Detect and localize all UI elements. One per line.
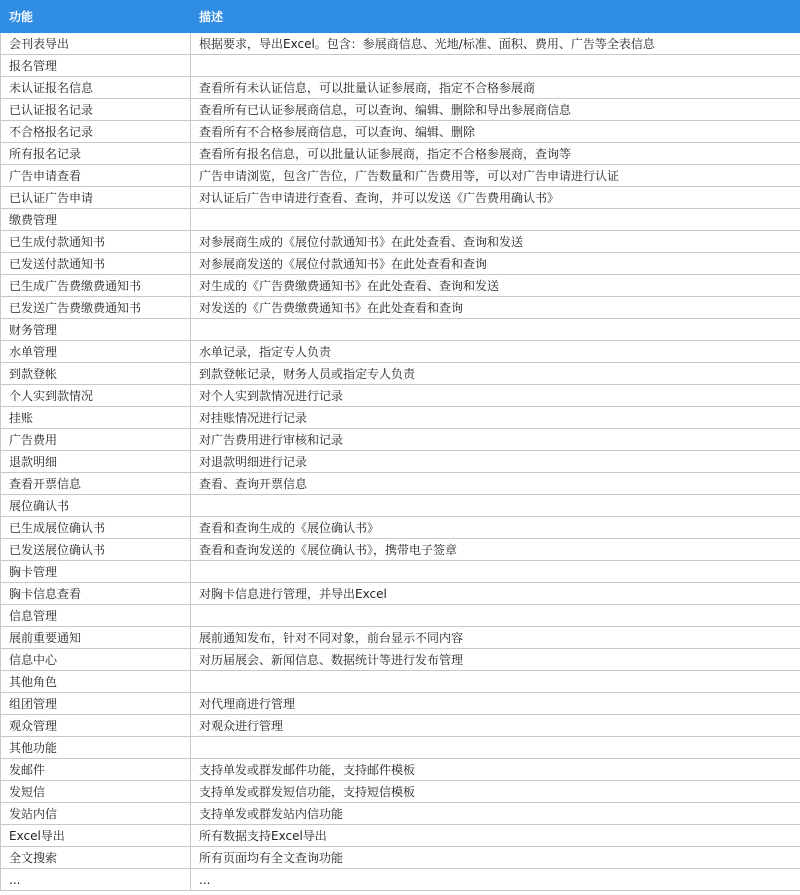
feature-cell: 已生成展位确认书 [1,517,191,539]
description-cell: 查看所有报名信息，可以批量认证参展商，指定不合格参展商，查询等 [191,143,800,165]
description-cell: 对观众进行管理 [191,715,800,737]
description-cell: 对参展商生成的《展位付款通知书》在此处查看、查询和发送 [191,231,800,253]
table-row [1,143,800,165]
table-row [1,781,800,803]
table-row [1,495,800,517]
table-row [1,759,800,781]
description-cell: 根据要求，导出Excel。包含：参展商信息、光地/标准、面积、费用、广告等全表信息 [191,33,800,55]
feature-cell: 财务管理 [1,319,191,341]
description-cell: 支持单发或群发短信功能，支持短信模板 [191,781,800,803]
description-cell: 对发送的《广告费缴费通知书》在此处查看和查询 [191,297,800,319]
description-cell: 查看所有不合格参展商信息，可以查询、编辑、删除 [191,121,800,143]
description-cell [191,55,800,77]
description-cell: 支持单发或群发站内信功能 [191,803,800,825]
table-row [1,407,800,429]
feature-cell: 展前重要通知 [1,627,191,649]
table-row [1,165,800,187]
feature-cell: 发邮件 [1,759,191,781]
header-feature: 功能 [1,1,191,33]
feature-cell: 发短信 [1,781,191,803]
table-row [1,583,800,605]
table-row [1,517,800,539]
table-row [1,869,800,891]
description-cell [191,209,800,231]
table-row [1,429,800,451]
description-cell: 查看、查询开票信息 [191,473,800,495]
description-cell: 所有页面均有全文查询功能 [191,847,800,869]
table-row [1,77,800,99]
table-row [1,539,800,561]
table-row [1,187,800,209]
feature-cell: 会刊表导出 [1,33,191,55]
feature-cell: 广告费用 [1,429,191,451]
description-cell: 所有数据支持Excel导出 [191,825,800,847]
table-row [1,55,800,77]
table-row [1,671,800,693]
feature-cell: 到款登帐 [1,363,191,385]
feature-cell: 发站内信 [1,803,191,825]
header-row [1,1,800,33]
table-row [1,297,800,319]
description-cell: 到款登帐记录，财务人员或指定专人负责 [191,363,800,385]
feature-cell: 未认证报名信息 [1,77,191,99]
table-row [1,275,800,297]
description-cell: 对生成的《广告费缴费通知书》在此处查看、查询和发送 [191,275,800,297]
table-row [1,649,800,671]
description-cell [191,737,800,759]
table-row [1,847,800,869]
feature-cell: 所有报名记录 [1,143,191,165]
table-row [1,825,800,847]
table-row [1,231,800,253]
feature-cell: 个人实到款情况 [1,385,191,407]
feature-cell: 广告申请查看 [1,165,191,187]
description-cell: 对历届展会、新闻信息、数据统计等进行发布管理 [191,649,800,671]
description-cell: 对挂账情况进行记录 [191,407,800,429]
feature-cell: Excel导出 [1,825,191,847]
feature-cell: 全文搜索 [1,847,191,869]
feature-cell: 水单管理 [1,341,191,363]
feature-cell: 胸卡管理 [1,561,191,583]
description-cell: 支持单发或群发邮件功能，支持邮件模板 [191,759,800,781]
table-row [1,561,800,583]
table-row [1,715,800,737]
description-cell: 查看和查询生成的《展位确认书》 [191,517,800,539]
table-row [1,451,800,473]
feature-cell: 查看开票信息 [1,473,191,495]
feature-cell: 不合格报名记录 [1,121,191,143]
feature-cell: 信息中心 [1,649,191,671]
description-cell: 对个人实到款情况进行记录 [191,385,800,407]
feature-cell: 已认证广告申请 [1,187,191,209]
description-cell: 对代理商进行管理 [191,693,800,715]
header-description: 描述 [191,1,800,33]
table-row [1,253,800,275]
feature-cell: 其他功能 [1,737,191,759]
description-cell [191,319,800,341]
feature-cell: 已认证报名记录 [1,99,191,121]
feature-cell: 已发送广告费缴费通知书 [1,297,191,319]
table-row [1,605,800,627]
table-row [1,693,800,715]
description-cell: 对参展商发送的《展位付款通知书》在此处查看和查询 [191,253,800,275]
feature-cell: 胸卡信息查看 [1,583,191,605]
table-row [1,33,800,55]
table-row [1,121,800,143]
description-cell [191,495,800,517]
table-row [1,803,800,825]
table-row [1,363,800,385]
feature-cell: 报名管理 [1,55,191,77]
table-row [1,737,800,759]
feature-cell: 组团管理 [1,693,191,715]
description-cell: 查看和查询发送的《展位确认书》，携带电子签章 [191,539,800,561]
description-cell: 对认证后广告申请进行查看、查询，并可以发送《广告费用确认书》 [191,187,800,209]
table-row [1,385,800,407]
description-cell: ... [191,869,800,891]
description-cell: 水单记录，指定专人负责 [191,341,800,363]
feature-cell: 挂账 [1,407,191,429]
table-row [1,319,800,341]
feature-cell: 缴费管理 [1,209,191,231]
feature-cell: 已生成广告费缴费通知书 [1,275,191,297]
table-body [1,33,800,891]
feature-cell: 已生成付款通知书 [1,231,191,253]
feature-cell: 信息管理 [1,605,191,627]
feature-cell: 已发送展位确认书 [1,539,191,561]
description-cell: 查看所有未认证信息，可以批量认证参展商，指定不合格参展商 [191,77,800,99]
feature-cell: 已发送付款通知书 [1,253,191,275]
feature-cell: 观众管理 [1,715,191,737]
description-cell [191,605,800,627]
description-cell [191,671,800,693]
description-cell [191,561,800,583]
feature-cell: ... [1,869,191,891]
description-cell: 广告申请浏览，包含广告位，广告数量和广告费用等，可以对广告申请进行认证 [191,165,800,187]
feature-cell: 展位确认书 [1,495,191,517]
table-row [1,99,800,121]
table-row [1,209,800,231]
description-cell: 展前通知发布，针对不同对象，前台显示不同内容 [191,627,800,649]
feature-cell: 退款明细 [1,451,191,473]
table-row [1,473,800,495]
feature-cell: 其他角色 [1,671,191,693]
table-row [1,341,800,363]
description-cell: 查看所有已认证参展商信息，可以查询、编辑、删除和导出参展商信息 [191,99,800,121]
table-row [1,627,800,649]
description-cell: 对退款明细进行记录 [191,451,800,473]
description-cell: 对广告费用进行审核和记录 [191,429,800,451]
table-header [1,1,800,33]
description-cell: 对胸卡信息进行管理，并导出Excel [191,583,800,605]
